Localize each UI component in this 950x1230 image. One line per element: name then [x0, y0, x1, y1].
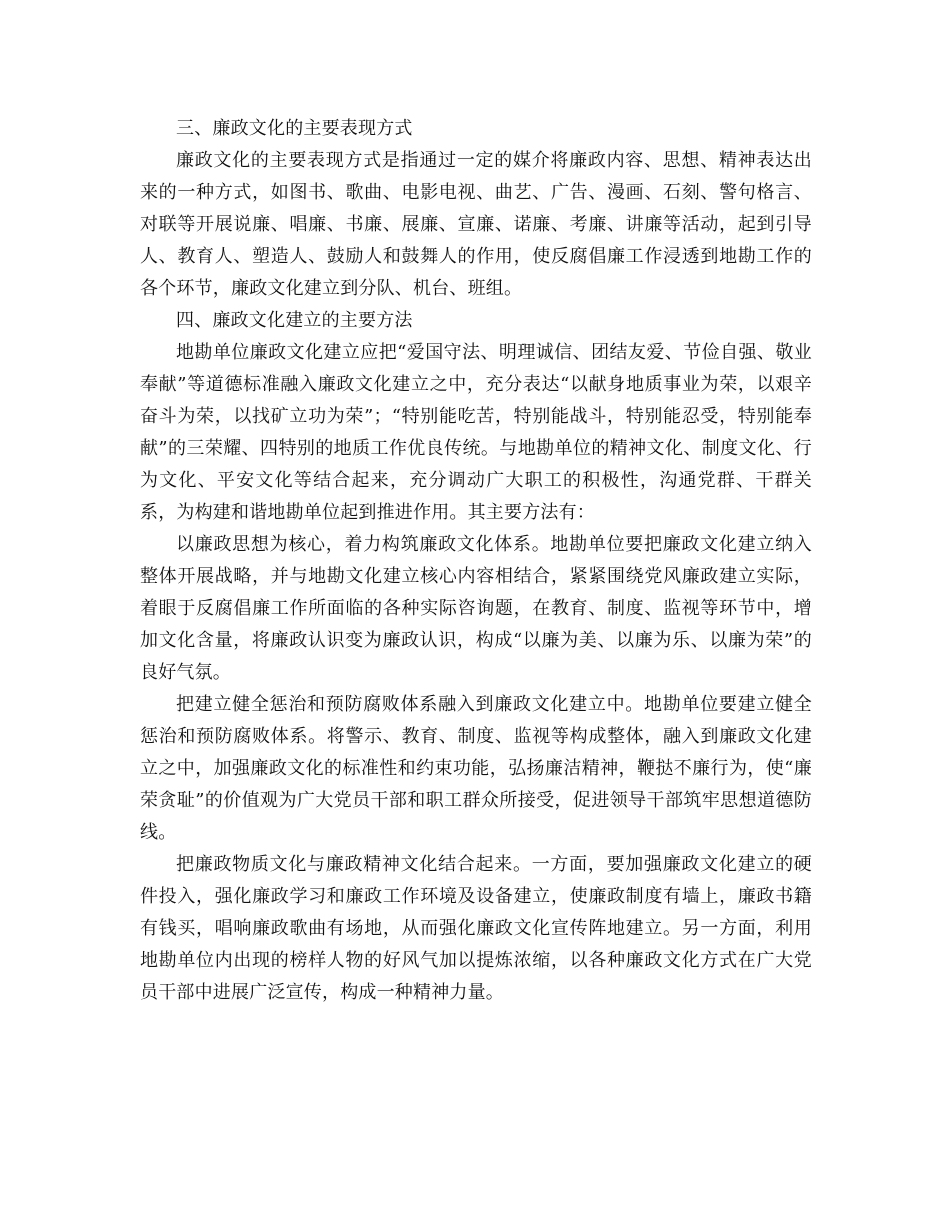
section-heading-4: 四、廉政文化建立的主要方法 [176, 310, 413, 331]
paragraph-expression-forms: 廉政文化的主要表现方式是指通过一定的媒介将廉政内容、思想、精神表达出来的一种方式，如图书、歌曲、电影电视、曲艺、广告、漫画、石刻、警句格言、对联等开展说廉、唱廉、书廉、展廉、宣廉、诺廉、考廉、讲廉等活动，起到引导人、教育人、塑造人、鼓励人和鼓舞人的作用，使反腐倡廉工作浸透到地勘工作的各个环节，廉政文化建立到分队、机台、班组。 [140, 150, 812, 299]
paragraph-material-spiritual: 把廉政物质文化与廉政精神文化结合起来。一方面，要加强廉政文化建立的硬件投入，强化廉政学习和廉政工作环境及设备建立，使廉政制度有墙上，廉政书籍有钱买，唱响廉政歌曲有场地，从而强化廉政文化宣传阵地建立。另一方面，利用地勘单位内出现的榜样人物的好风气加以提炼浓缩，以各种廉政文化方式在广大党员干部中进展广泛宣传，构成一种精神力量。 [140, 854, 812, 1003]
document-page [140, 113, 812, 1009]
paragraph-core-thought: 以廉政思想为核心，着力构筑廉政文化体系。地勘单位要把廉政文化建立纳入整体开展战略，并与地勘文化建立核心内容相结合，紧紧围绕党风廉政建立实际，着眼于反腐倡廉工作所面临的各种实际咨询题，在教育、制度、监视等环节中，增加文化含量，将廉政认识变为廉政认识，构成“以廉为美、以廉为乐、以廉为荣”的良好气氛。 [140, 534, 812, 683]
section-heading-3: 三、廉政文化的主要表现方式 [176, 118, 413, 139]
paragraph-construction-methods: 地勘单位廉政文化建立应把“爱国守法、明理诚信、团结友爱、节俭自强、敬业奉献”等道德标准融入廉政文化建立之中，充分表达“以献身地质事业为荣，以艰辛奋斗为荣，以找矿立功为荣”；“特别能吃苦，特别能战斗，特别能忍受，特别能奉献”的三荣耀、四特别的地质工作优良传统。与地勘单位的精神文化、制度文化、行为文化、平安文化等结合起来，充分调动广大职工的积极性，沟通党群、干群关系，为构建和谐地勘单位起到推进作用。其主要方法有： [140, 342, 812, 523]
paragraph-anti-corruption-system: 把建立健全惩治和预防腐败体系融入到廉政文化建立中。地勘单位要建立健全惩治和预防腐败体系。将警示、教育、制度、监视等构成整体，融入到廉政文化建立之中，加强廉政文化的标准性和约束功能，弘扬廉洁精神，鞭挞不廉行为，使“廉荣贪耻”的价值观为广大党员干部和职工群众所接受，促进领导干部筑牢思想道德防线。 [140, 694, 812, 843]
